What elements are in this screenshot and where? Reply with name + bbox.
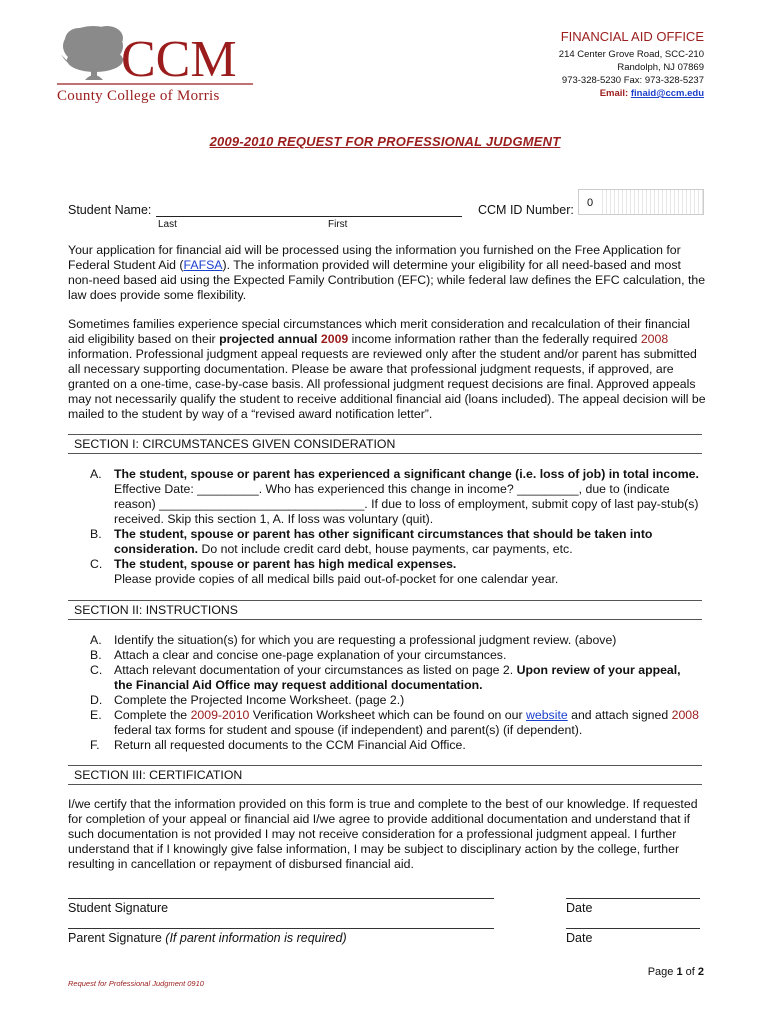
list-item: C. Attach relevant documentation of your circumstances as listed on page 2. Upon review of your appeal, the Financial Aid Office may request additional documentation. [90,663,681,692]
form-code: Request for Professional Judgment 0910 [68,979,204,988]
email-label: Email: [599,88,629,99]
list-item: B. Attach a clear and concise one-page explanation of your circumstances. [90,648,507,662]
office-title: FINANCIAL AID OFFICE [560,29,704,44]
student-name-label: Student Name: [68,203,152,217]
ccm-id-label: CCM ID Number: [478,203,574,217]
section-3-heading: SECTION III: CERTIFICATION [68,765,702,785]
address-line-1: 214 Center Grove Road, SCC-210 [558,49,704,60]
list-item: D. Complete the Projected Income Worksheet. (page 2.) [90,693,405,707]
student-date-label: Date [566,901,593,915]
list-item: A. Identify the situation(s) for which you are requesting a professional judgment review. (above) [90,633,617,647]
list-item: F. Return all requested documents to the CCM Financial Aid Office. [90,738,466,752]
intro-paragraph-2: Sometimes families experience special circumstances which merit consideration and recalculation of their financial aid eligibility based on their projected annual 2009 income information rather than the federally required 2008 information. Professional judgment appeal requests are reviewed only after the student and/or parent has submitted all necessary supporting documentation. Please be aware that professional judgment requests, if approved, are granted on a one-time, case-by-case basis. All professional judgment request decisions are final. Approved appeals may not necessarily qualify the student to receive additional financial aid (loans included). The appeal decision will be mailed to the student by way of a “revised award notification letter”. [68,317,706,421]
phone-fax: 973-328-5230 Fax: 973-328-5237 [561,75,704,86]
website-link[interactable]: website [526,708,568,722]
intro-paragraph-1: Your application for financial aid will be processed using the information you furnished on the Free Application for Federal Student Aid (FAFSA). The information provided will determine your eligibility for all need-based and most non-need based aid using the Expected Family Contribution (EFC); while federal law defines the EFC calculation, the law does provide some flexibility. [68,243,706,302]
section-2-heading: SECTION II: INSTRUCTIONS [68,600,702,620]
ccm-id-value: 0 [587,197,594,209]
section-1-list [90,467,702,587]
section-1-heading: SECTION I: CIRCUMSTANCES GIVEN CONSIDERATION [68,434,702,454]
page-number: Page 1 of 2 [647,966,704,978]
student-signature-label: Student Signature [68,901,169,915]
logo-text: CCM [121,31,237,88]
parent-signature-label: Parent Signature (If parent information is required) [68,931,347,945]
list-item: C. The student, spouse or parent has high medical expenses. Please provide copies of all medical bills paid out-of-pocket for one calendar year. [90,557,559,586]
office-info [559,30,704,101]
logo-subtitle: County College of Morris [57,88,220,104]
last-name-label: Last [158,219,177,230]
list-item: A. The student, spouse or parent has experienced a significant change (i.e. loss of job) in total income. Effective Date: _________. Who has experienced this change in income? _________, due to (indicate reason) ______________________________. If due to loss of employment, submit copy of last pay-stub(s) received. Skip this section 1, A. If loss was voluntary (quit). [90,467,699,526]
email-row [559,87,704,101]
list-item: B. The student, spouse or parent has other significant circumstances that should be taken into consideration. Do not include credit card debt, house payments, car payments, etc. [90,527,653,556]
first-name-label: First [328,219,348,230]
student-name-field[interactable] [156,216,462,217]
parent-signature-line[interactable] [68,928,494,929]
student-signature-line[interactable] [68,898,494,899]
section-2-list [90,633,702,753]
ccm-logo [55,20,255,104]
list-item: E. Complete the 2009-2010 Verification Worksheet which can be found on our website and attach signed 2008 federal tax forms for student and spouse (if independent) and parent(s) (if dependent). [90,708,699,737]
certification-text: I/we certify that the information provided on this form is true and complete to the best of our knowledge. If requested for completion of your appeal or financial aid I/we agree to provide additional documentation and understand that if such documentation is not provided I may not receive consideration for a professional judgment appeal. I further understand that if I knowingly give false information, I may be subject to disciplinary action by the college, further resulting in cancellation or repayment of disbursed financial aid. [68,797,698,871]
fafsa-link[interactable]: FAFSA [183,258,223,272]
address-line-2: Randolph, NJ 07869 [617,62,704,73]
student-date-line[interactable] [566,898,700,899]
parent-date-line[interactable] [566,928,700,929]
email-link[interactable]: finaid@ccm.edu [630,88,704,99]
ccm-id-field[interactable] [578,189,704,215]
parent-date-label: Date [566,931,593,945]
page-title: 2009-2010 REQUEST FOR PROFESSIONAL JUDGMENT [209,134,561,149]
